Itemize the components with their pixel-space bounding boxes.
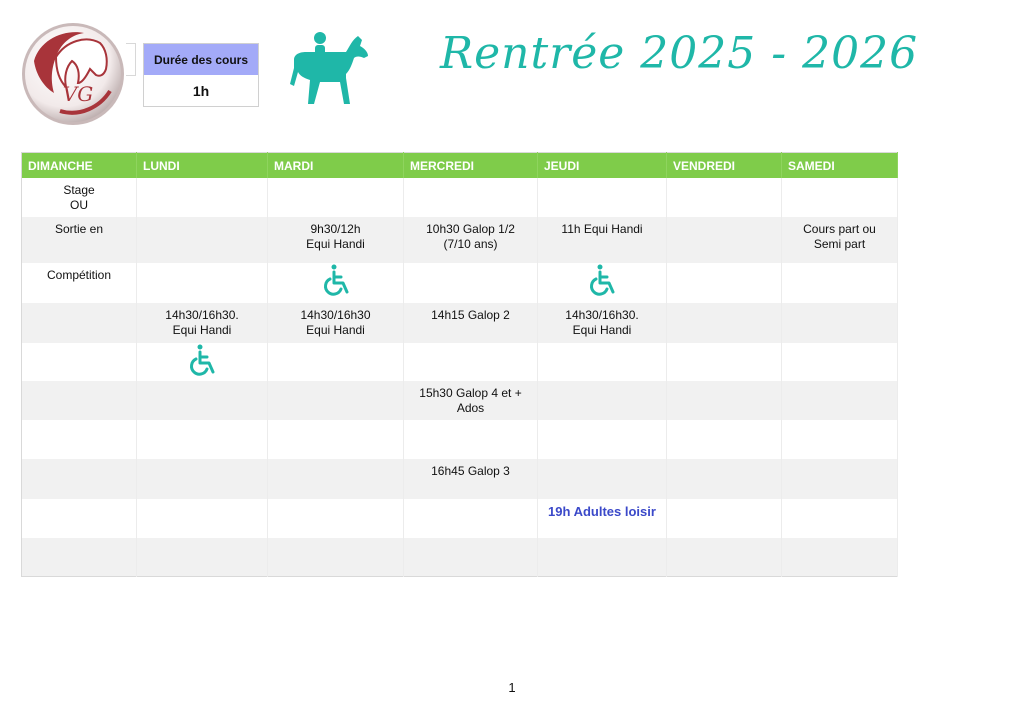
schedule-cell-vendredi <box>667 381 782 420</box>
schedule-cell-samedi <box>782 178 898 217</box>
duree-box <box>143 43 259 107</box>
page-title: Rentrée 2025 - 2026 <box>440 28 919 79</box>
schedule-cell-samedi <box>782 381 898 420</box>
logo-tab <box>126 43 136 76</box>
schedule-cell-dimanche <box>22 217 137 263</box>
schedule-cell-mercredi <box>404 499 538 538</box>
day-header-jeudi: JEUDI <box>538 153 667 179</box>
adultes-loisir-label: 19h Adultes loisir <box>548 504 656 519</box>
schedule-cell-mardi <box>268 459 404 499</box>
schedule-cell-lundi <box>137 538 268 576</box>
schedule-cell-mardi <box>268 499 404 538</box>
schedule-cell-lundi <box>137 499 268 538</box>
schedule-row <box>22 420 898 459</box>
schedule-cell-lundi <box>137 343 268 381</box>
schedule-cell-samedi <box>782 499 898 538</box>
schedule-cell-jeudi <box>538 381 667 420</box>
schedule-cell-jeudi <box>538 538 667 576</box>
schedule-cell-samedi <box>782 538 898 576</box>
schedule-row <box>22 499 898 538</box>
day-header-lundi: LUNDI <box>137 153 268 179</box>
schedule-cell-jeudi <box>538 343 667 381</box>
schedule-row <box>22 538 898 576</box>
schedule-row <box>22 381 898 420</box>
schedule-cell-lundi <box>137 420 268 459</box>
cell-text: 15h30 Galop 4 et + Ados <box>419 386 522 415</box>
schedule-cell-vendredi <box>667 420 782 459</box>
day-header-mercredi: MERCREDI <box>404 153 538 179</box>
vg-logo <box>20 21 126 127</box>
schedule-cell-mercredi <box>404 343 538 381</box>
schedule-cell-jeudi <box>538 499 667 538</box>
schedule-cell-dimanche <box>22 303 137 343</box>
schedule-cell-samedi <box>782 217 898 263</box>
schedule-row <box>22 459 898 499</box>
schedule-cell-dimanche <box>22 263 137 303</box>
schedule-cell-lundi <box>137 263 268 303</box>
schedule-cell-jeudi <box>538 420 667 459</box>
schedule-cell-mardi <box>268 381 404 420</box>
schedule-cell-mardi <box>268 343 404 381</box>
schedule-cell-mardi <box>268 538 404 576</box>
schedule-cell-mercredi <box>404 303 538 343</box>
schedule-cell-dimanche <box>22 381 137 420</box>
schedule-cell-jeudi <box>538 459 667 499</box>
horse-rider-icon <box>290 30 370 106</box>
wheelchair-icon <box>187 343 217 377</box>
cell-text: 10h30 Galop 1/2 (7/10 ans) <box>426 222 515 251</box>
schedule-row <box>22 343 898 381</box>
schedule-cell-mercredi <box>404 381 538 420</box>
schedule-cell-mardi <box>268 303 404 343</box>
schedule-cell-mercredi <box>404 263 538 303</box>
schedule-row <box>22 263 898 303</box>
schedule-cell-mercredi <box>404 420 538 459</box>
day-header-row <box>22 153 898 179</box>
day-header-vendredi: VENDREDI <box>667 153 782 179</box>
schedule-cell-samedi <box>782 343 898 381</box>
schedule-cell-lundi <box>137 217 268 263</box>
schedule-cell-samedi <box>782 303 898 343</box>
cell-text: 14h30/16h30. Equi Handi <box>165 308 239 337</box>
schedule-cell-mercredi <box>404 178 538 217</box>
schedule-cell-mardi <box>268 217 404 263</box>
schedule-table <box>21 152 898 577</box>
schedule-cell-jeudi <box>538 217 667 263</box>
schedule-cell-dimanche <box>22 420 137 459</box>
schedule-row <box>22 303 898 343</box>
schedule-cell-vendredi <box>667 343 782 381</box>
wheelchair-icon <box>321 263 351 297</box>
svg-text:VG: VG <box>62 82 94 106</box>
schedule-cell-lundi <box>137 459 268 499</box>
wheelchair-icon <box>587 263 617 297</box>
schedule-cell-mercredi <box>404 217 538 263</box>
schedule-cell-jeudi <box>538 263 667 303</box>
schedule-cell-lundi <box>137 178 268 217</box>
schedule-cell-samedi <box>782 420 898 459</box>
cell-text: 14h15 Galop 2 <box>431 308 510 322</box>
schedule-cell-vendredi <box>667 178 782 217</box>
schedule-cell-dimanche <box>22 343 137 381</box>
duree-value: 1h <box>144 75 258 106</box>
cell-text: Compétition <box>46 268 112 282</box>
schedule-cell-vendredi <box>667 499 782 538</box>
schedule-cell-jeudi <box>538 178 667 217</box>
schedule-cell-vendredi <box>667 217 782 263</box>
schedule-cell-dimanche <box>22 499 137 538</box>
cell-text: 14h30/16h30. Equi Handi <box>565 308 639 337</box>
day-header-samedi: SAMEDI <box>782 153 898 179</box>
cell-text: Sortie en <box>54 222 104 236</box>
schedule-cell-dimanche <box>22 459 137 499</box>
schedule-cell-dimanche <box>22 538 137 576</box>
schedule-cell-dimanche <box>22 178 137 217</box>
page-number: 1 <box>508 680 516 695</box>
day-header-mardi: MARDI <box>268 153 404 179</box>
schedule-cell-vendredi <box>667 303 782 343</box>
cell-text: 11h Equi Handi <box>561 222 643 236</box>
schedule-cell-vendredi <box>667 263 782 303</box>
schedule-cell-lundi <box>137 303 268 343</box>
schedule-cell-mercredi <box>404 459 538 499</box>
schedule-cell-vendredi <box>667 538 782 576</box>
schedule-cell-samedi <box>782 263 898 303</box>
day-header-dimanche: DIMANCHE <box>22 153 137 179</box>
schedule-cell-mardi <box>268 263 404 303</box>
schedule-cell-samedi <box>782 459 898 499</box>
schedule-cell-mardi <box>268 178 404 217</box>
schedule-cell-lundi <box>137 381 268 420</box>
cell-text: Stage OU <box>63 183 95 212</box>
duree-label: Durée des cours <box>144 44 258 75</box>
schedule-cell-vendredi <box>667 459 782 499</box>
schedule-cell-mercredi <box>404 538 538 576</box>
schedule-row <box>22 178 898 217</box>
cell-text: 9h30/12h Equi Handi <box>306 222 365 251</box>
cell-text: Cours part ou Semi part <box>803 222 876 251</box>
schedule-cell-jeudi <box>538 303 667 343</box>
schedule-row <box>22 217 898 263</box>
cell-text: 14h30/16h30 Equi Handi <box>300 308 371 337</box>
schedule-cell-mardi <box>268 420 404 459</box>
cell-text: 16h45 Galop 3 <box>431 464 510 478</box>
